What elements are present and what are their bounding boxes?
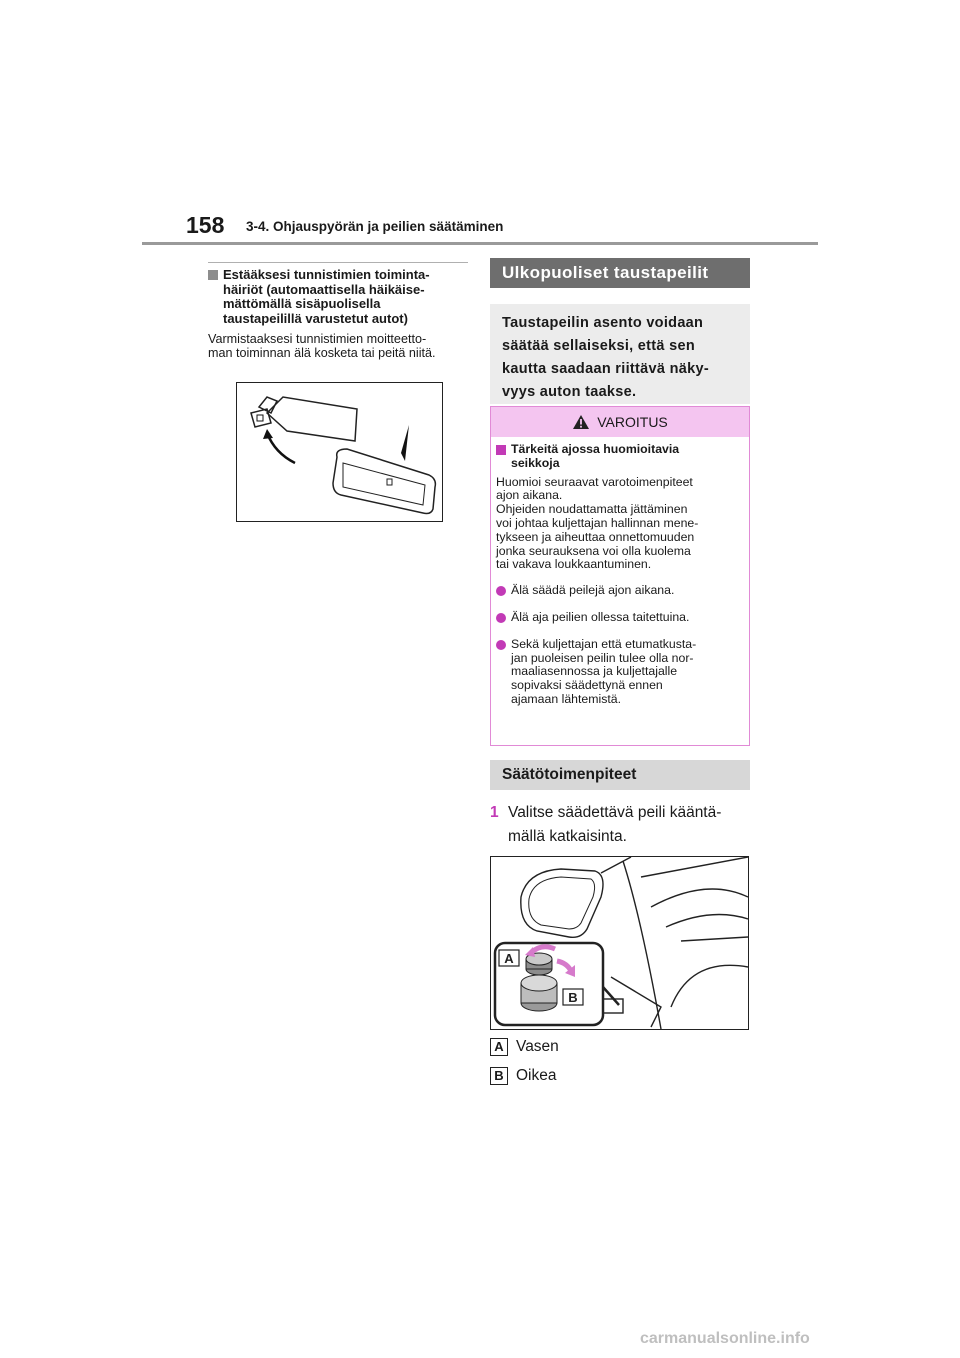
warning-title: VAROITUS [597,414,668,430]
legend-item-left [490,1038,750,1056]
heading-line: häiriöt (automaattisella häikäise- [223,281,425,297]
legend-label: Oikea [516,1067,557,1084]
round-bullet-icon [496,640,506,650]
subheading-line: Tärkeitä ajossa huomioitavia [511,442,680,456]
item-line: maaliasennossa ja kuljettajalle [511,664,678,679]
intro-line: vyys auton taakse. [502,384,637,400]
legend-key: A [490,1038,508,1056]
text-line: jonka seurauksena voi olla kuolema [496,543,691,558]
warning-box [490,406,750,746]
intro-line: kautta saadaan riittävä näky- [502,361,709,377]
warning-icon [572,414,590,430]
figure-label-a: A [504,951,514,966]
intro-line: Taustapeilin asento voidaan [502,315,704,331]
figure-label-b: B [568,990,578,1005]
warning-header [491,407,749,437]
intro-line: säätää sellaiseksi, että sen [502,338,695,354]
outside-mirrors-banner: Ulkopuoliset taustapeilit [490,258,750,288]
step-line: mällä katkaisinta. [508,828,627,845]
step-1 [490,801,750,849]
heading-line: Estääksesi tunnistimien toiminta- [223,267,430,282]
item-line: Älä aja peilien ollessa taitettuina. [511,609,690,624]
section-title: 3-4. Ohjauspyörän ja peilien säätäminen [246,219,504,234]
subheading-line: seikkoja [511,455,560,470]
mirror-switch-illustration [490,856,749,1030]
rear-view-mirror-drawing [237,383,442,521]
text-line: voi johtaa kuljettajan hallinnan mene- [496,515,699,530]
item-line: sopivaksi säädettynä ennen [511,678,663,693]
item-line: ajamaan lähtemistä. [511,691,622,706]
warning-item [496,638,744,707]
sensor-text [208,332,468,360]
legend-key: B [490,1067,508,1085]
round-bullet-icon [496,586,506,596]
square-bullet-icon [208,270,218,280]
step-line: Valitse säädettävä peili kääntä- [508,804,722,821]
text-line: tykseen ja aiheuttaa onnettomuuden [496,529,695,544]
step-number: 1 [490,804,499,821]
inside-mirror-illustration [236,382,443,522]
dashboard-drawing [491,857,748,1029]
warning-text [496,476,744,573]
warning-subheading [496,443,744,471]
divider [208,262,468,263]
text-line: tai vakava loukkaantuminen. [496,557,652,572]
text-line: Ohjeiden noudattamatta jättäminen [496,502,688,517]
square-bullet-icon [496,445,506,455]
text-line: Varmistaaksesi tunnistimien moitteetto- [208,332,427,346]
legend-item-right [490,1067,750,1085]
warning-item [496,584,744,598]
adjustment-banner: Säätötoimenpiteet [490,760,750,790]
page-number: 158 [186,212,225,238]
text-line: man toiminnan älä kosketa tai peitä niitä. [208,346,436,360]
round-bullet-icon [496,613,506,623]
text-line: ajon aikana. [496,488,563,503]
item-line: Sekä kuljettajan että etumatkusta- [511,636,697,651]
heading-line: mättömällä sisäpuolisella [223,296,381,311]
item-line: jan puoleisen peilin tulee olla nor- [511,650,694,665]
legend-label: Vasen [516,1038,559,1055]
watermark: carmanualsonline.info [640,1330,810,1347]
text-line: Huomioi seuraavat varotoimenpiteet [496,474,693,489]
item-line: Älä säädä peilejä ajon aikana. [511,583,675,598]
sensor-heading [208,268,468,326]
warning-item [496,611,744,625]
heading-line: taustapeilillä varustetut autot) [223,310,408,326]
header-rule [142,242,818,245]
left-column [208,262,468,360]
warning-body [491,437,749,707]
intro-box [490,304,750,404]
